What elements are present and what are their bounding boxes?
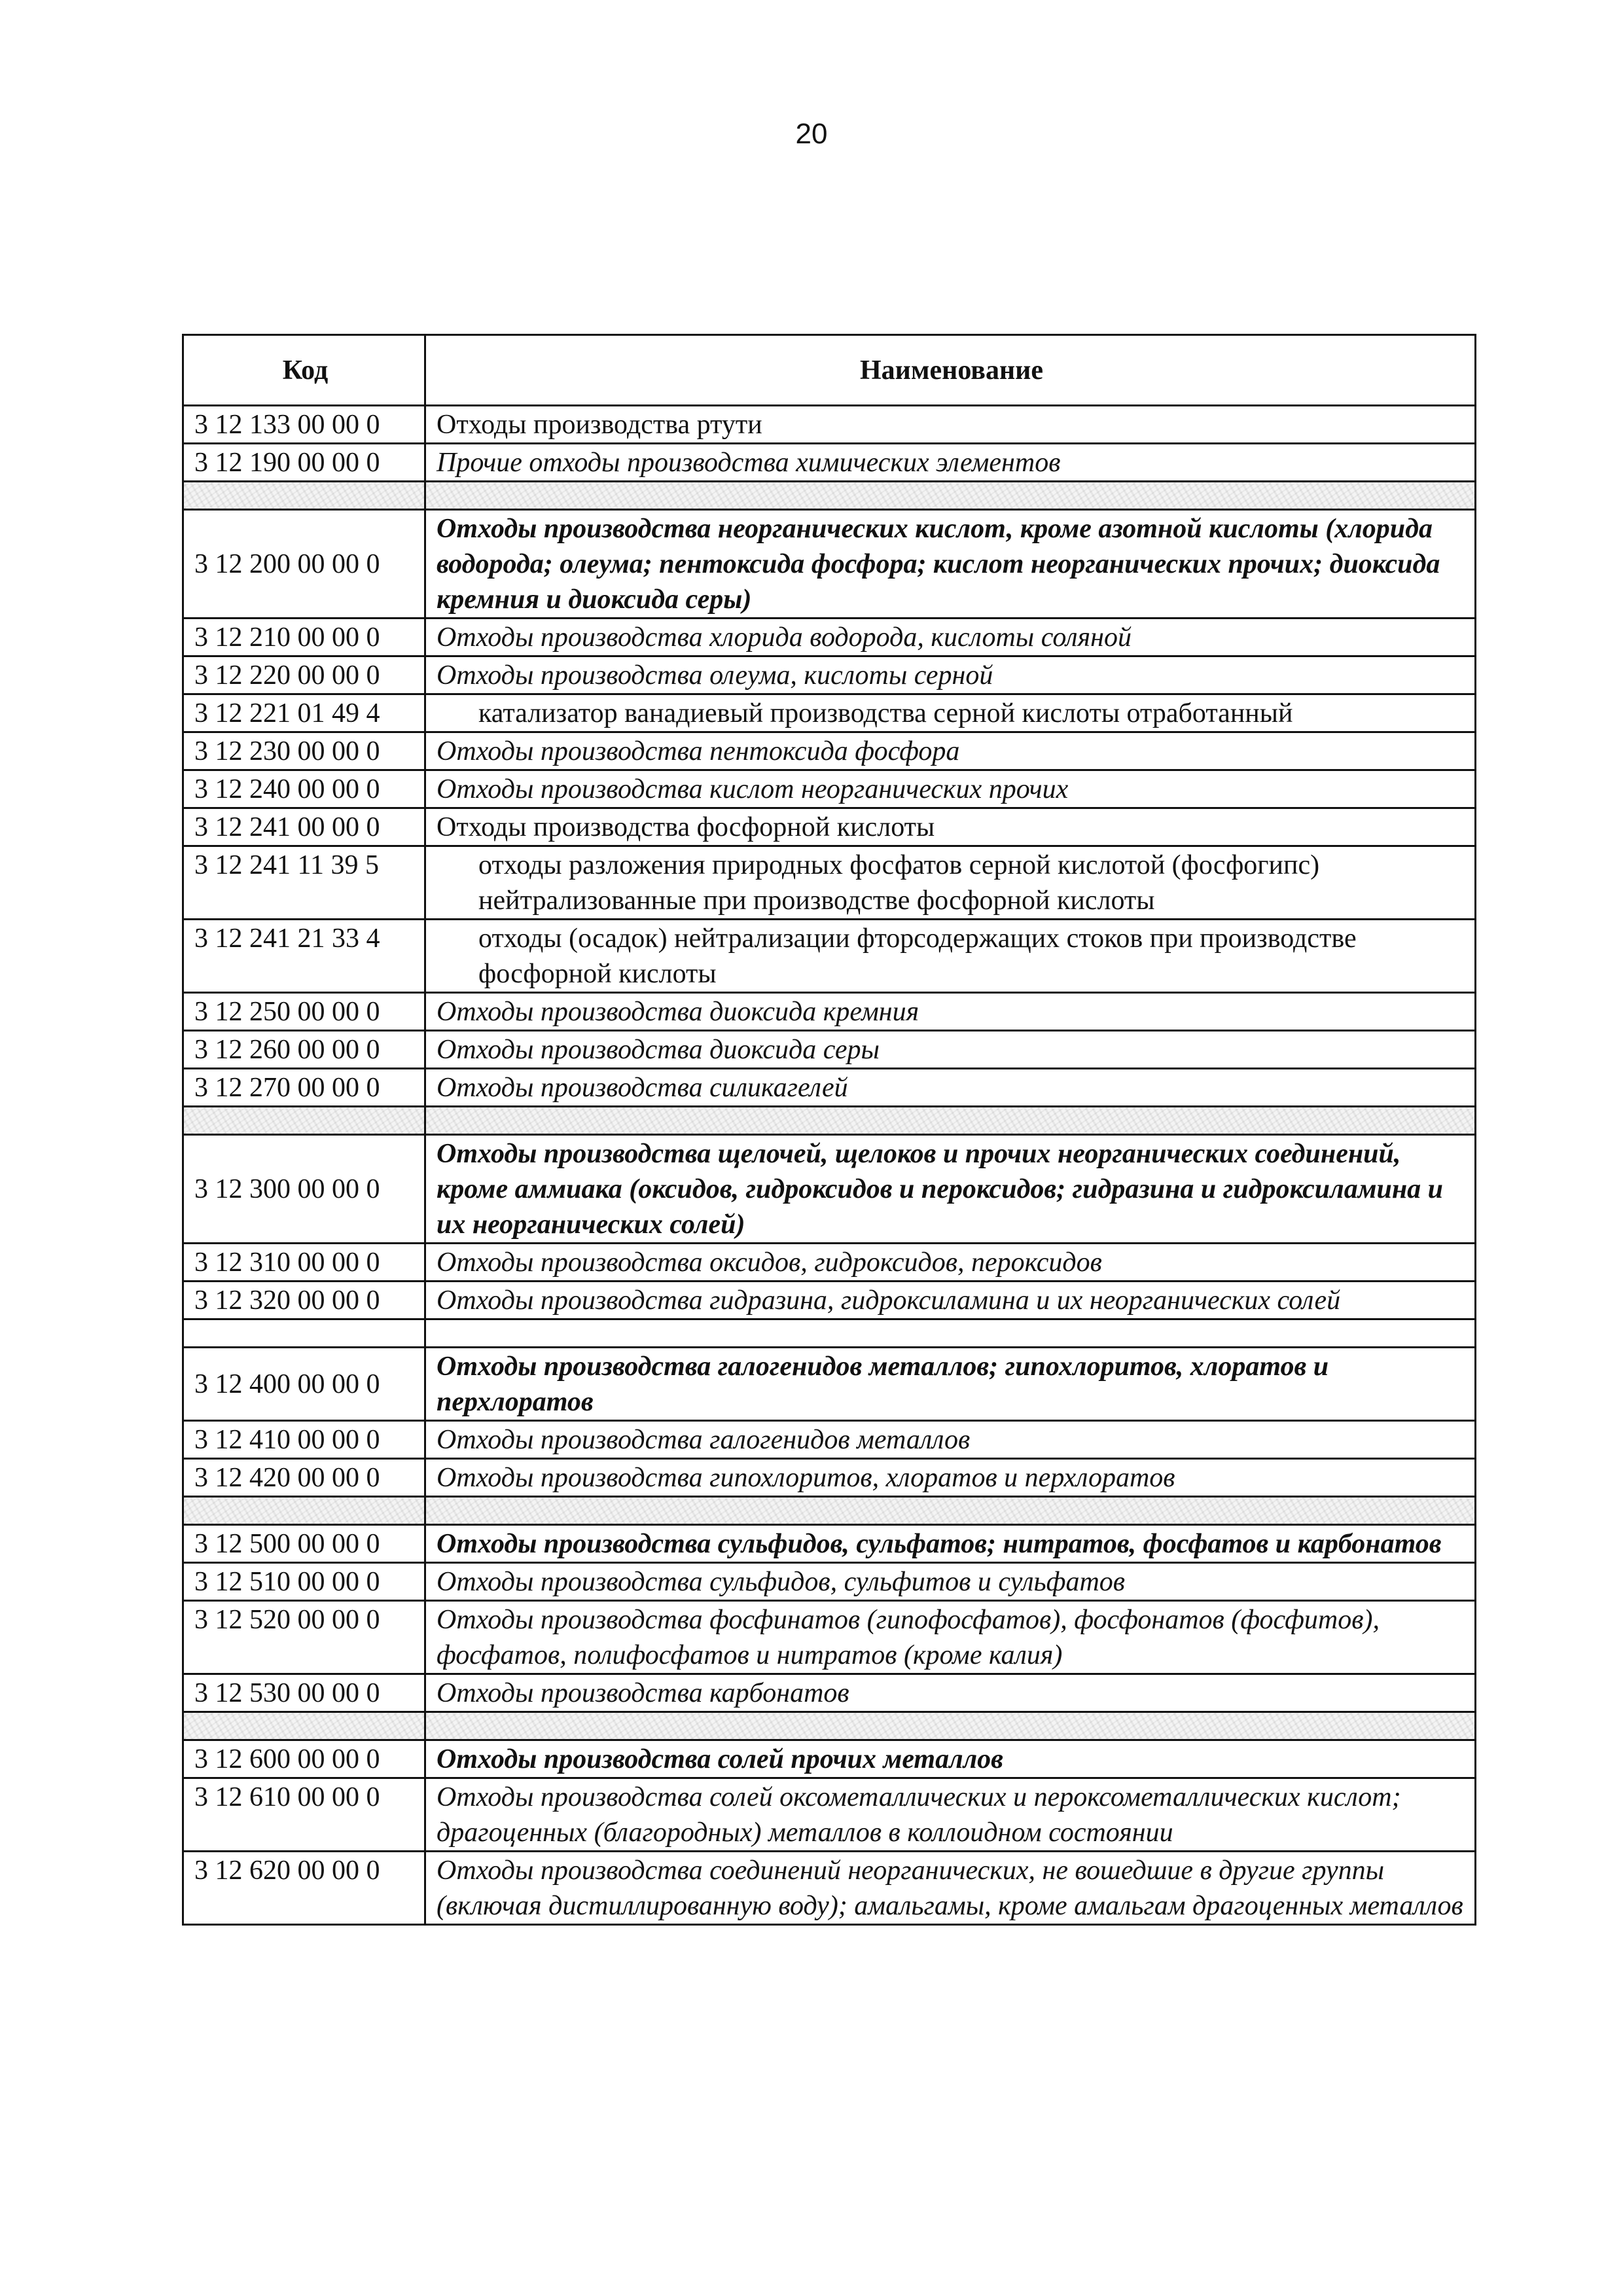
cell-code: 3 12 241 00 00 0	[183, 808, 425, 846]
table-row	[183, 1031, 1476, 1069]
cell-name	[425, 1712, 1476, 1740]
cell-code: 3 12 260 00 00 0	[183, 1031, 425, 1069]
cell-code: 3 12 620 00 00 0	[183, 1852, 425, 1925]
cell-name: Отходы производства диоксида серы	[425, 1031, 1476, 1069]
table-row	[183, 1282, 1476, 1319]
cell-name: Отходы производства карбонатов	[425, 1674, 1476, 1712]
table-body	[183, 406, 1476, 1925]
cell-code: 3 12 510 00 00 0	[183, 1563, 425, 1601]
cell-name: Отходы производства хлорида водорода, кислоты соляной	[425, 619, 1476, 656]
cell-name: Отходы производства сульфидов, сульфатов; нитратов, фосфатов и карбонатов	[425, 1525, 1476, 1563]
table-row	[183, 444, 1476, 482]
cell-code: 3 12 300 00 00 0	[183, 1135, 425, 1244]
cell-code: 3 12 200 00 00 0	[183, 510, 425, 619]
cell-name: Отходы производства щелочей, щелоков и прочих неорганических соединений, кроме аммиака (оксидов, гидроксидов и пероксидов; гидразина и гидроксиламина и их неорганических солей)	[425, 1135, 1476, 1244]
cell-name: отходы разложения природных фосфатов серной кислотой (фосфогипс) нейтрализованные при производстве фосфорной кислоты	[425, 846, 1476, 920]
table-row	[183, 694, 1476, 732]
page-number: 20	[795, 118, 828, 150]
cell-name: Отходы производства гидразина, гидроксиламина и их неорганических солей	[425, 1282, 1476, 1319]
table-row	[183, 993, 1476, 1031]
table-row	[183, 1348, 1476, 1421]
table-row	[183, 1244, 1476, 1282]
cell-name: Отходы производства неорганических кислот, кроме азотной кислоты (хлорида водорода; олеума; пентоксида фосфора; кислот неорганических прочих; диоксида кремния и диоксида серы)	[425, 510, 1476, 619]
separator-row	[183, 482, 1476, 510]
cell-code	[183, 1319, 425, 1348]
cell-code: 3 12 241 11 39 5	[183, 846, 425, 920]
cell-name: Отходы производства кислот неорганических прочих	[425, 770, 1476, 808]
cell-name: Отходы производства сульфидов, сульфитов и сульфатов	[425, 1563, 1476, 1601]
cell-code: 3 12 530 00 00 0	[183, 1674, 425, 1712]
cell-code: 3 12 210 00 00 0	[183, 619, 425, 656]
table-row	[183, 846, 1476, 920]
cell-name: Отходы производства фосфинатов (гипофосфатов), фосфонатов (фосфитов), фосфатов, полифосфатов и нитратов (кроме калия)	[425, 1601, 1476, 1674]
separator-row	[183, 1712, 1476, 1740]
table-row	[183, 1852, 1476, 1925]
header-name: Наименование	[425, 335, 1476, 406]
table-row	[183, 1135, 1476, 1244]
table-row	[183, 510, 1476, 619]
cell-code: 3 12 610 00 00 0	[183, 1778, 425, 1852]
cell-code: 3 12 190 00 00 0	[183, 444, 425, 482]
cell-code: 3 12 420 00 00 0	[183, 1459, 425, 1497]
cell-code: 3 12 270 00 00 0	[183, 1069, 425, 1107]
cell-name	[425, 482, 1476, 510]
cell-code	[183, 1497, 425, 1525]
cell-name: Отходы производства гипохлоритов, хлоратов и перхлоратов	[425, 1459, 1476, 1497]
cell-code: 3 12 240 00 00 0	[183, 770, 425, 808]
table-row	[183, 1421, 1476, 1459]
cell-name	[425, 1319, 1476, 1348]
cell-code: 3 12 320 00 00 0	[183, 1282, 425, 1319]
cell-name: Прочие отходы производства химических элементов	[425, 444, 1476, 482]
cell-name: Отходы производства ртути	[425, 406, 1476, 444]
table-row	[183, 1674, 1476, 1712]
cell-name: Отходы производства фосфорной кислоты	[425, 808, 1476, 846]
cell-code: 3 12 241 21 33 4	[183, 920, 425, 993]
cell-code	[183, 1712, 425, 1740]
separator-row	[183, 1107, 1476, 1135]
table-row	[183, 1563, 1476, 1601]
table-row	[183, 619, 1476, 656]
table-row	[183, 1069, 1476, 1107]
cell-code: 3 12 230 00 00 0	[183, 732, 425, 770]
cell-code: 3 12 600 00 00 0	[183, 1740, 425, 1778]
cell-code: 3 12 250 00 00 0	[183, 993, 425, 1031]
cell-name: катализатор ванадиевый производства серной кислоты отработанный	[425, 694, 1476, 732]
cell-code	[183, 1107, 425, 1135]
table-row	[183, 1459, 1476, 1497]
cell-code: 3 12 400 00 00 0	[183, 1348, 425, 1421]
table-row	[183, 732, 1476, 770]
cell-name	[425, 1497, 1476, 1525]
table-row	[183, 1601, 1476, 1674]
cell-name: Отходы производства солей прочих металлов	[425, 1740, 1476, 1778]
cell-code: 3 12 310 00 00 0	[183, 1244, 425, 1282]
separator-row	[183, 1319, 1476, 1348]
table-row	[183, 406, 1476, 444]
table-row	[183, 808, 1476, 846]
cell-code: 3 12 500 00 00 0	[183, 1525, 425, 1563]
cell-name: Отходы производства галогенидов металлов; гипохлоритов, хлоратов и перхлоратов	[425, 1348, 1476, 1421]
table-row	[183, 1778, 1476, 1852]
cell-name: отходы (осадок) нейтрализации фторсодержащих стоков при производстве фосфорной кислоты	[425, 920, 1476, 993]
table-row	[183, 656, 1476, 694]
table-header-row	[183, 335, 1476, 406]
cell-name: Отходы производства силикагелей	[425, 1069, 1476, 1107]
cell-name: Отходы производства диоксида кремния	[425, 993, 1476, 1031]
cell-name: Отходы производства соединений неорганических, не вошедшие в другие группы (включая дистиллированную воду); амальгамы, кроме амальгам драгоценных металлов	[425, 1852, 1476, 1925]
table-row	[183, 1525, 1476, 1563]
cell-name: Отходы производства солей оксометаллических и пероксометаллических кислот; драгоценных (благородных) металлов в коллоидном состоянии	[425, 1778, 1476, 1852]
cell-name: Отходы производства оксидов, гидроксидов, пероксидов	[425, 1244, 1476, 1282]
waste-codes-table	[182, 334, 1476, 1926]
table-row	[183, 770, 1476, 808]
cell-code	[183, 482, 425, 510]
table-row	[183, 920, 1476, 993]
cell-name	[425, 1107, 1476, 1135]
table-row	[183, 1740, 1476, 1778]
cell-name: Отходы производства галогенидов металлов	[425, 1421, 1476, 1459]
cell-name: Отходы производства пентоксида фосфора	[425, 732, 1476, 770]
separator-row	[183, 1497, 1476, 1525]
cell-code: 3 12 220 00 00 0	[183, 656, 425, 694]
header-code: Код	[183, 335, 425, 406]
cell-code: 3 12 221 01 49 4	[183, 694, 425, 732]
cell-name: Отходы производства олеума, кислоты серной	[425, 656, 1476, 694]
cell-code: 3 12 520 00 00 0	[183, 1601, 425, 1674]
cell-code: 3 12 410 00 00 0	[183, 1421, 425, 1459]
cell-code: 3 12 133 00 00 0	[183, 406, 425, 444]
